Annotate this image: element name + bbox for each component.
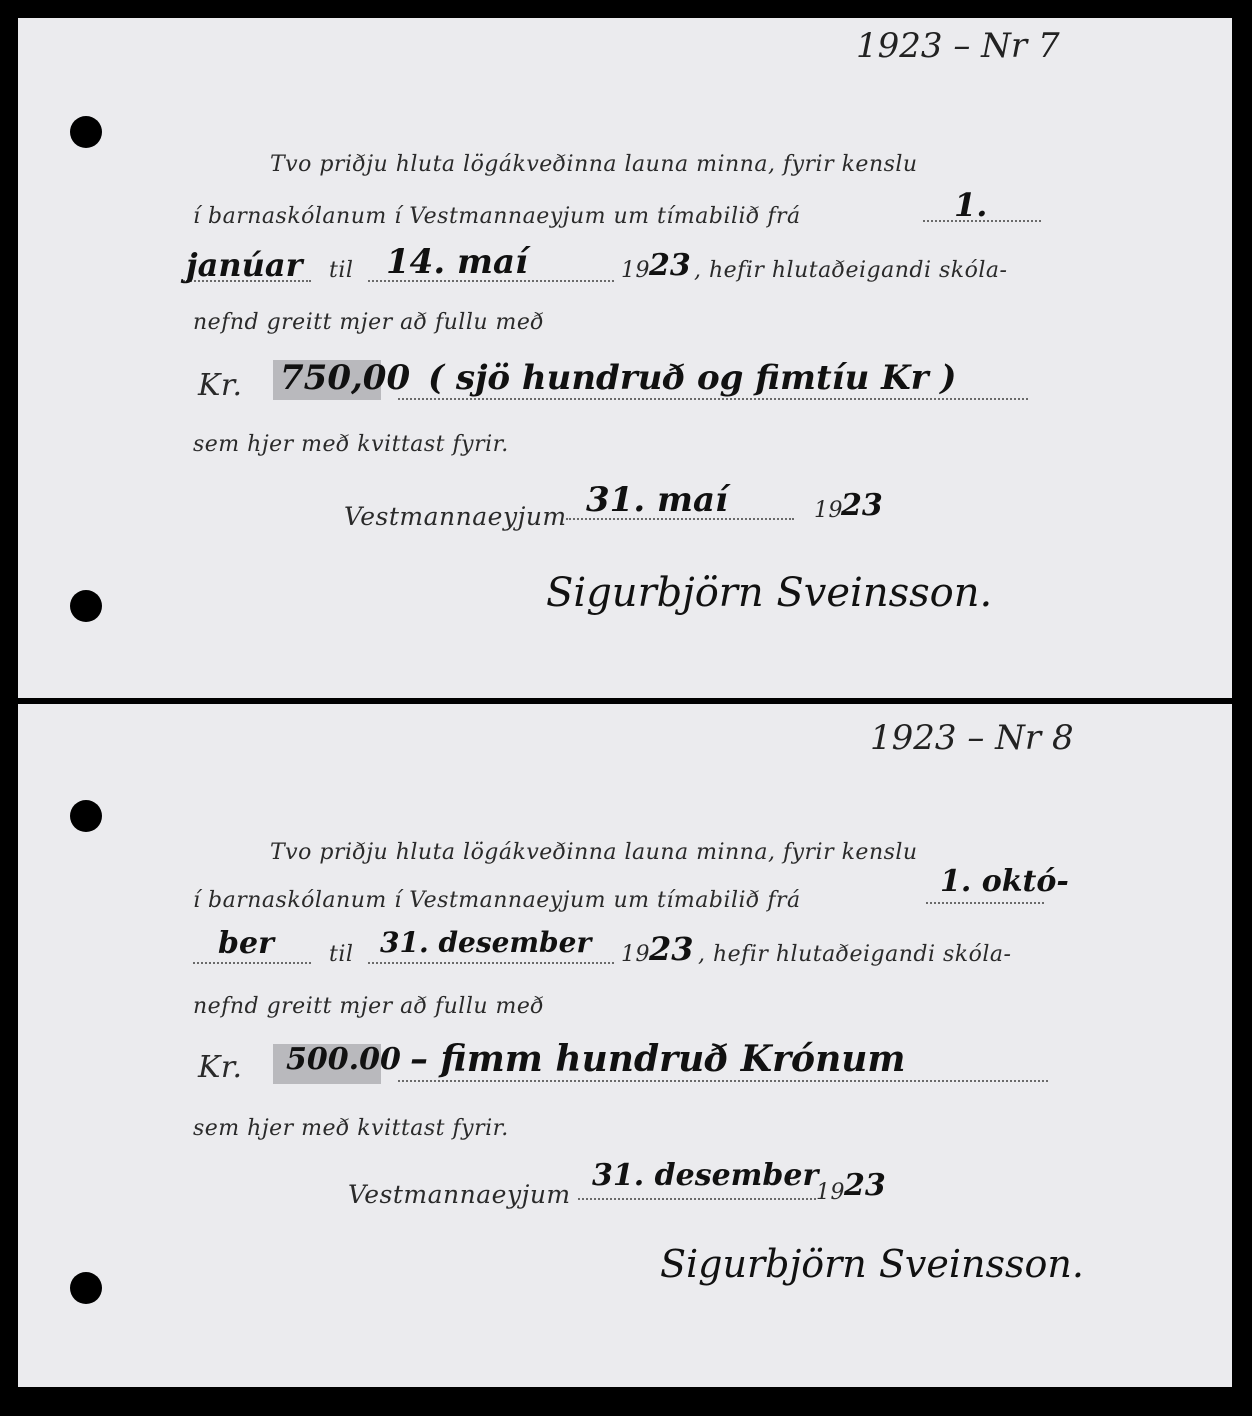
to-date-blank (368, 962, 614, 964)
text-line-4: nefnd greitt mjer að fullu með (193, 310, 545, 335)
currency-label: Kr. (198, 1050, 243, 1085)
text-line-6: sem hjer með kvittast fyrir. (193, 1116, 509, 1141)
punch-hole (70, 116, 102, 148)
receipt-number: 1923 – Nr 8 (870, 718, 1074, 758)
amount-words-blank (398, 398, 1028, 400)
sign-date-blank (578, 1198, 816, 1200)
sign-date-handwritten: 31. desember (592, 1158, 819, 1193)
punch-hole (70, 1272, 102, 1304)
text-line-3: , hefir hlutaðeigandi skóla- (694, 258, 1008, 283)
place-label: Vestmannaeyjum (344, 502, 567, 531)
to-date-handwritten: 31. desember (380, 926, 592, 959)
year-printed: 19 (621, 258, 650, 283)
receipt-number: 1923 – Nr 7 (856, 26, 1060, 66)
sign-year-printed: 19 (814, 498, 843, 523)
from-date-handwritten: 1. októ- (940, 864, 1069, 899)
year-handwritten: 23 (649, 930, 694, 968)
receipt-nr-8 (18, 704, 1232, 1387)
signature: Sigurbjörn Sveinsson. (660, 1242, 1084, 1286)
text-line-6: sem hjer með kvittast fyrir. (193, 432, 509, 457)
sign-date-handwritten: 31. maí (586, 480, 728, 520)
from-date-cont-handwritten: janúar (186, 246, 303, 284)
text-line-1: Tvo priðju hluta lögákveðinna launa minna, fyrir kenslu (270, 152, 918, 177)
receipt-nr-7 (18, 18, 1232, 698)
text-line-4: nefnd greitt mjer að fullu með (193, 994, 545, 1019)
til-label: til (329, 942, 354, 967)
year-printed: 19 (621, 942, 650, 967)
place-label: Vestmannaeyjum (348, 1180, 571, 1209)
sign-year-handwritten: 23 (841, 488, 883, 523)
from-date-handwritten: 1. (954, 186, 988, 224)
text-line-3: , hefir hlutaðeigandi skóla- (698, 942, 1012, 967)
signature: Sigurbjörn Sveinsson. (546, 570, 993, 616)
text-line-2: í barnaskólanum í Vestmannaeyjum um tímabilið frá (193, 204, 801, 229)
to-date-handwritten: 14. maí (386, 242, 528, 282)
from-date-cont-handwritten: ber (218, 926, 274, 961)
sign-year-printed: 19 (816, 1180, 845, 1205)
text-line-1: Tvo priðju hluta lögákveðinna launa minna, fyrir kenslu (270, 840, 918, 865)
punch-hole (70, 590, 102, 622)
text-line-2: í barnaskólanum í Vestmannaeyjum um tímabilið frá (193, 888, 801, 913)
sign-year-handwritten: 23 (844, 1168, 886, 1203)
amount-words-handwritten: – fimm hundruð Krónum (410, 1038, 906, 1080)
amount-handwritten: 750,00 (280, 358, 411, 398)
amount-words-blank (398, 1080, 1048, 1082)
currency-label: Kr. (198, 368, 243, 403)
til-label: til (329, 258, 354, 283)
amount-handwritten: 500.00 (286, 1042, 401, 1077)
from-date-blank (926, 902, 1044, 904)
punch-hole (70, 800, 102, 832)
year-handwritten: 23 (649, 248, 691, 283)
amount-words-handwritten: ( sjö hundruð og fimtíu Kr ) (428, 358, 957, 398)
from-date-cont-blank (193, 962, 311, 964)
